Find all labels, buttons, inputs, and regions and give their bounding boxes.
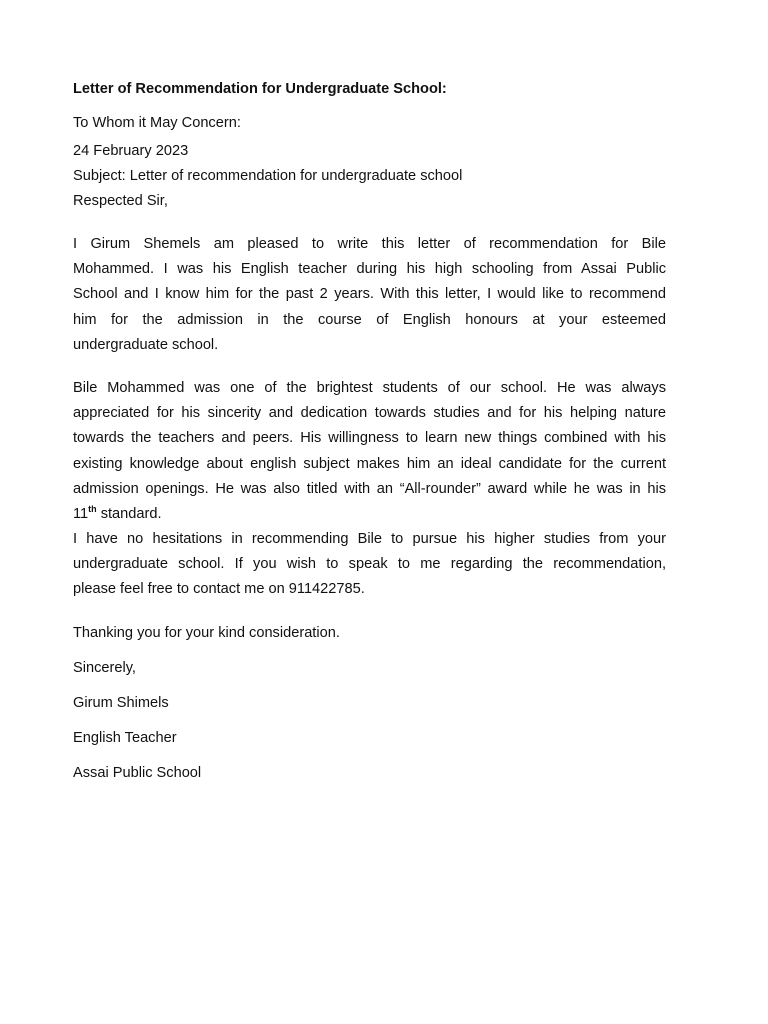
paragraph-2 — [73, 376, 666, 527]
letter-thanks: Thanking you for your kind consideration. — [73, 625, 340, 641]
paragraph-2-last-line — [73, 502, 666, 527]
letter-greeting: Respected Sir, — [73, 193, 168, 209]
letter-date: 24 February 2023 — [73, 143, 189, 159]
paragraph-3-line: I have no hesitations in recommending Bile to pursue his higher studies from your — [73, 531, 666, 547]
paragraph-3 — [73, 527, 666, 603]
paragraph-2-line: towards the teachers and peers. His willingness to learn new things combined with his — [73, 430, 666, 447]
standard-number: 11 — [73, 506, 89, 523]
paragraph-1-line: Mohammed. I was his English teacher during his high schooling from Assai Public — [73, 261, 666, 278]
salutation-top: To Whom it May Concern: — [73, 115, 241, 131]
standard-text: standard. — [96, 506, 162, 523]
signer-name: Girum Shimels — [73, 695, 169, 711]
paragraph-1 — [73, 232, 666, 358]
paragraph-1-line: undergraduate school. — [73, 336, 219, 353]
paragraph-3-line: please feel free to contact me on 911422785. — [73, 581, 365, 598]
letter-title: Letter of Recommendation for Undergraduate School: — [73, 81, 447, 97]
paragraph-1-line: School and I know him for the past 2 years. With this letter, I would like to recommend — [73, 286, 666, 303]
letter-subject: Subject: Letter of recommendation for undergraduate school — [73, 168, 463, 184]
paragraph-3-line: undergraduate school. If you wish to speak to me regarding the recommendation, — [73, 556, 666, 573]
paragraph-1-line: him for the admission in the course of English honours at your esteemed — [73, 311, 666, 328]
signer-school: Assai Public School — [73, 765, 202, 781]
paragraph-2-line: appreciated for his sincerity and dedication towards studies and for his helping nature — [73, 405, 666, 422]
signer-role: English Teacher — [73, 730, 177, 746]
paragraph-2-line: Bile Mohammed was one of the brightest students of our school. He was always — [73, 380, 666, 396]
paragraph-1-line: I Girum Shemels am pleased to write this letter of recommendation for Bile — [73, 236, 666, 252]
letter-closing: Sincerely, — [73, 660, 136, 676]
ordinal-suffix: th — [88, 504, 97, 515]
paragraph-2-line: admission openings. He was also titled with an “All-rounder” award while he was in his — [73, 480, 666, 497]
paragraph-2-line: existing knowledge about english subject makes him an ideal candidate for the current — [73, 455, 666, 472]
